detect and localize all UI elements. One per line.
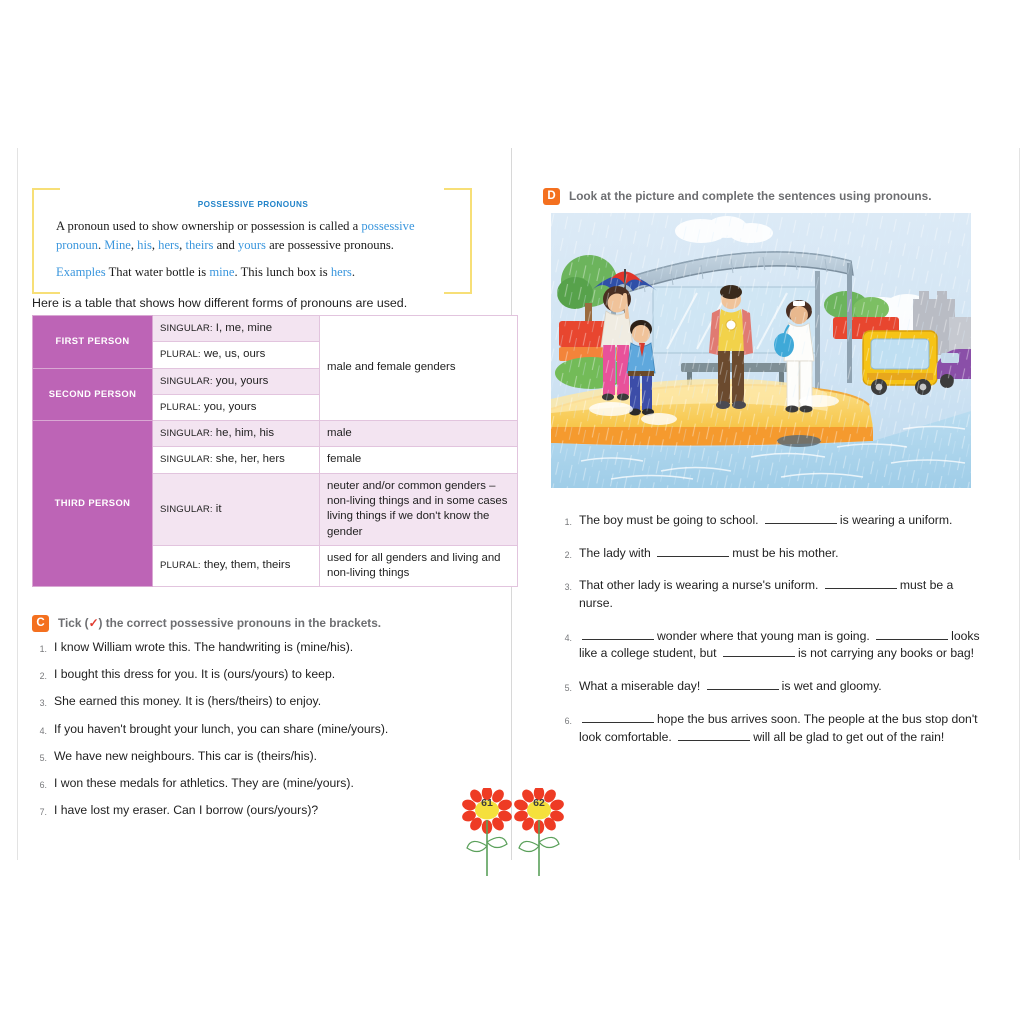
text-run: , (151, 237, 159, 252)
item-number: 3. (564, 582, 572, 593)
item-number: 2. (564, 549, 572, 560)
item-text: hope the bus arrives soon. The people at the bus stop don't look comfortable. will all be glad to get out of the rain! (579, 711, 978, 744)
item-text: I know William wrote this. The handwriting is (mine/his). (54, 640, 354, 654)
pronoun-table-body (33, 316, 518, 587)
leaf-right (487, 837, 507, 847)
left-page (18, 150, 508, 860)
form-number-label: SINGULAR: (160, 454, 213, 466)
list-item (557, 512, 985, 530)
list-item (32, 775, 480, 793)
list-item (557, 545, 985, 563)
table-cell-gender: neuter and/or common genders – non-living things and in some cases living things if we don't know the gender (320, 473, 518, 545)
text-run: and (213, 237, 238, 252)
infobox-examples (56, 263, 452, 282)
item-text: That other lady is wearing a nurse's uniform. must be a nurse. (579, 578, 954, 611)
table-cell-person: FIRST PERSON (33, 316, 153, 369)
highlight-term: his (137, 237, 152, 252)
table-cell-form: PLURAL: they, them, theirs (153, 545, 320, 587)
highlight-term: theirs (185, 237, 214, 252)
exercise-c-question-list (32, 639, 480, 820)
item-number: 4. (564, 632, 572, 643)
exercise-d-header (543, 188, 995, 212)
table-cell-form: SINGULAR: it (153, 473, 320, 545)
page-number-left: 61 (481, 797, 493, 809)
bracket-side-left (32, 214, 34, 268)
table-cell-form: PLURAL: we, us, ours (153, 342, 320, 368)
answer-blank[interactable] (582, 628, 654, 640)
bus-stop-illustration-svg (551, 213, 971, 488)
text-run: , (130, 237, 138, 252)
list-item (32, 693, 480, 711)
tick-icon: ✓ (88, 616, 99, 630)
bus-stop-illustration (551, 213, 971, 488)
item-text: If you haven't brought your lunch, you can share (mine/yours). (54, 721, 389, 736)
item-number: 7. (39, 807, 47, 818)
list-item (32, 748, 480, 766)
leaf-right (539, 837, 559, 847)
exercise-c-badge: C (32, 615, 49, 632)
page-number-flower-left (460, 788, 514, 878)
item-text: I won these medals for athletics. They are (mine/yours). (54, 775, 354, 790)
answer-blank[interactable] (678, 729, 750, 741)
highlight-term: hers (330, 265, 352, 280)
list-item (557, 577, 985, 612)
table-cell-form: SINGULAR: she, her, hers (153, 447, 320, 473)
pronoun-forms-table (32, 315, 518, 587)
text-run: , (179, 237, 186, 252)
list-item (32, 721, 480, 739)
table-row (33, 316, 518, 342)
item-text: What a miserable day! is wet and gloomy. (579, 679, 882, 694)
exercise-d-question-list-wrap (557, 512, 985, 761)
leaf-left (519, 841, 539, 851)
exercise-d-head-row (543, 188, 995, 205)
table-cell-form: SINGULAR: you, yours (153, 368, 320, 394)
text-run: . This lunch box is (234, 265, 331, 280)
infobox-body (48, 217, 458, 282)
text-run: are possessive pronouns. (265, 237, 394, 252)
table-cell-form: SINGULAR: I, me, mine (153, 316, 320, 342)
table-lead-in-text: Here is a table that shows how different forms of pronouns are used. (32, 296, 408, 310)
infobox-title: POSSESSIVE PRONOUNS (197, 200, 309, 209)
list-item (557, 678, 985, 696)
form-number-label: SINGULAR: (160, 503, 213, 515)
table-row (33, 421, 518, 447)
form-number-label: SINGULAR: (160, 428, 213, 440)
list-item (557, 711, 985, 746)
form-number-label: SINGULAR: (160, 375, 213, 387)
table-cell-person: THIRD PERSON (33, 421, 153, 587)
text-run: Tick ( (58, 616, 89, 630)
item-number: 3. (39, 698, 47, 709)
table-cell-person: SECOND PERSON (33, 368, 153, 421)
table-cell-gender: male and female genders (320, 316, 518, 421)
item-text: I have lost my eraser. Can I borrow (ours/yours)? (54, 803, 319, 818)
highlight-term: yours (237, 237, 266, 252)
highlight-term: possessive pronoun (56, 219, 415, 252)
item-number: 6. (39, 779, 47, 790)
highlight-term: Mine (104, 237, 131, 252)
item-number: 5. (564, 683, 572, 694)
exercise-c-title (58, 615, 381, 630)
item-number: 4. (39, 725, 47, 736)
answer-blank[interactable] (825, 577, 897, 589)
item-text: We have new neighbours. This car is (theirs/his). (54, 748, 318, 763)
answer-blank[interactable] (876, 628, 948, 640)
list-item (557, 628, 985, 663)
table-cell-gender: used for all genders and living and non-living things (320, 545, 518, 587)
item-text: I bought this dress for you. It is (ours/yours) to keep. (54, 667, 336, 682)
answer-blank[interactable] (657, 545, 729, 557)
answer-blank[interactable] (582, 711, 654, 723)
table-cell-form: PLURAL: you, yours (153, 394, 320, 420)
page-edge-right (1019, 148, 1020, 860)
form-number-label: PLURAL: (160, 401, 201, 413)
infobox-paragraph (56, 217, 452, 254)
item-number: 6. (564, 715, 572, 726)
exercise-c (32, 615, 480, 829)
text-run: . (97, 237, 105, 252)
examples-label: Examples (56, 265, 106, 280)
form-number-label: PLURAL: (160, 349, 201, 361)
answer-blank[interactable] (707, 678, 779, 690)
item-number: 2. (39, 671, 47, 682)
table-cell-gender: male (320, 421, 518, 447)
item-number: 1. (564, 517, 572, 527)
text-run: A pronoun used to show ownership or possession is called a (56, 219, 362, 233)
exercise-d-badge: D (543, 188, 560, 205)
bracket-side-right (470, 214, 472, 268)
answer-blank[interactable] (765, 512, 837, 524)
highlight-term: mine (209, 265, 235, 280)
page-number-right: 62 (533, 797, 545, 809)
page-number-flower-right (512, 788, 566, 878)
form-number-label: SINGULAR: (160, 323, 213, 334)
list-item (32, 802, 480, 820)
rain-overlay (551, 213, 971, 488)
item-number: 5. (39, 752, 47, 763)
list-item (32, 639, 480, 657)
item-text: The lady with must be his mother. (579, 545, 839, 560)
item-text: The boy must be going to school. is wearing a uniform. (579, 513, 953, 527)
table-cell-form: SINGULAR: he, him, his (153, 421, 320, 447)
form-number-label: PLURAL: (160, 560, 201, 572)
exercise-d-title: Look at the picture and complete the sentences using pronouns. (569, 189, 932, 203)
item-number: 1. (39, 644, 47, 654)
list-item (32, 666, 480, 684)
exercise-d-question-list (557, 512, 985, 746)
highlight-term: hers (158, 237, 180, 252)
text-run: That water bottle is (105, 265, 210, 280)
text-run: . (351, 265, 355, 280)
answer-blank[interactable] (723, 645, 795, 657)
exercise-c-header (32, 615, 480, 632)
possessive-pronouns-infobox (32, 188, 472, 294)
text-run: ) the correct possessive pronouns in the brackets. (98, 616, 382, 630)
item-text: She earned this money. It is (hers/theirs) to enjoy. (54, 694, 322, 709)
table-cell-gender: female (320, 447, 518, 473)
item-text: wonder where that young man is going. looks like a college student, but is not carrying any books or bag! (579, 628, 980, 661)
right-page (531, 150, 1005, 860)
leaf-left (467, 841, 487, 851)
